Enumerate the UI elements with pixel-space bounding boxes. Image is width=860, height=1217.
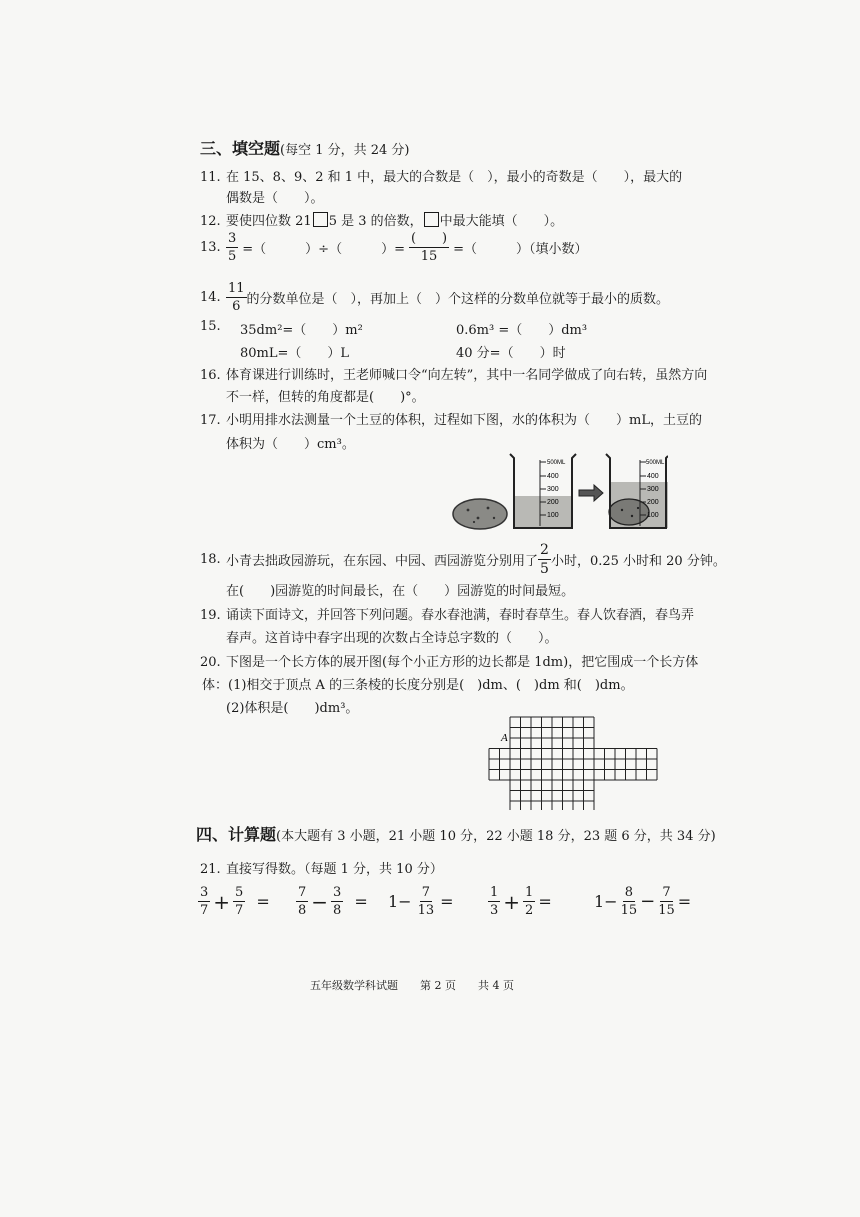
fraction-over-15: $\frac{( )}{15}$ xyxy=(410,231,448,264)
arrow-icon xyxy=(579,485,603,501)
section-3-title xyxy=(200,136,410,159)
question-number: 11. xyxy=(200,170,221,185)
calc-expression-3: 1− $\frac{7}{13}$ = xyxy=(388,885,454,918)
question-text: 小时，0.25 小时和 20 分钟。 xyxy=(550,554,726,569)
question-15-number: 15. xyxy=(200,319,221,334)
blank-box xyxy=(313,212,328,227)
question-text: 要使四位数 21 xyxy=(226,214,312,229)
question-12 xyxy=(200,210,563,229)
question-18 xyxy=(200,543,726,576)
beaker-water-only xyxy=(510,454,576,528)
question-number: 16. xyxy=(200,368,221,383)
question-number: 12. xyxy=(200,214,221,229)
section-4-note: (本大题有 3 小题，21 小题 10 分，22 小题 18 分，23 题 6 分，共 34 分) xyxy=(276,829,716,844)
question-text: 5 是 3 的倍数， xyxy=(328,214,423,229)
question-17-line2: 体积为（ ）cm³。 xyxy=(226,437,355,452)
question-20 xyxy=(200,651,698,670)
question-20-line3: (2)体积是( )dm³。 xyxy=(226,701,359,716)
question-text: 直接写得数。（每题 1 分，共 10 分） xyxy=(226,862,443,877)
calc-expression-5: 1− $\frac{8}{15}$ − $\frac{7}{15}$ = xyxy=(594,885,692,918)
conversion-c: 80mL=（ ）L xyxy=(240,346,350,361)
question-text: =（ ）÷（ ）= xyxy=(242,242,405,257)
beaker-with-potato xyxy=(606,454,668,528)
beaker-label-top: 500ML xyxy=(547,460,566,466)
question-number: 18. xyxy=(200,552,221,567)
question-19 xyxy=(200,604,694,623)
submerged-potato xyxy=(609,499,649,525)
cuboid-net-figure xyxy=(484,714,662,810)
beaker-tick-200: 200 xyxy=(547,499,559,506)
blank-box xyxy=(424,212,439,227)
question-text: 的分数单位是（ ），再加上（ ）个这样的分数单位就等于最小的质数。 xyxy=(246,292,670,307)
section-3-heading: 三、填空题 xyxy=(200,139,281,158)
question-number: 19. xyxy=(200,608,221,623)
question-text: 在 15、8、9、2 和 1 中，最大的合数是（ ），最小的奇数是（ ），最大的 xyxy=(226,170,683,185)
question-number: 20. xyxy=(200,655,221,670)
question-text: 小明用排水法测量一个土豆的体积，过程如下图，水的体积为（ ）mL，土豆的 xyxy=(226,413,702,428)
question-11 xyxy=(200,166,682,185)
question-21 xyxy=(200,858,443,877)
beaker-tick-100: 100 xyxy=(547,512,559,519)
question-number: 17. xyxy=(200,413,221,428)
section-4-title xyxy=(196,822,716,845)
calc-expression-1: $\frac{3}{7}$ + $\frac{5}{7}$ = xyxy=(200,885,270,918)
potato-illustration xyxy=(453,499,507,529)
question-text: =（ ）（填小数） xyxy=(453,242,588,257)
beaker-tick-100: 100 xyxy=(647,512,659,519)
page-footer: 五年级数学科试题 第 2 页 共 4 页 xyxy=(310,979,514,992)
conversion-d: 40 分=（ ）时 xyxy=(456,346,566,361)
question-16-line2: 不一样，但转的角度都是( )°。 xyxy=(226,390,425,405)
question-18-line2: 在( )园游览的时间最长，在（ ）园游览的时间最短。 xyxy=(226,584,575,599)
calc-expression-2: $\frac{7}{8}$ − $\frac{3}{8}$ = xyxy=(298,885,368,918)
vertex-a-label: A xyxy=(501,732,508,744)
question-text: 体育课进行训练时，王老师喊口令“向左转”，其中一名同学做成了向右转，虽然方向 xyxy=(226,368,708,383)
question-16 xyxy=(200,364,707,383)
question-14 xyxy=(200,282,669,313)
question-number: 21. xyxy=(200,862,221,877)
beaker-tick-200: 200 xyxy=(647,499,659,506)
beaker-tick-400: 400 xyxy=(547,473,559,480)
question-text: 小青去拙政园游玩，在东园、中园、西园游览分别用了 xyxy=(226,554,539,569)
fraction-two-fifths: $\frac{2}{5}$ xyxy=(540,542,549,577)
question-number: 14. xyxy=(200,290,221,305)
question-number: 13. xyxy=(200,240,221,255)
fraction-three-fifths: $\frac{3}{5}$ xyxy=(228,231,237,264)
beaker-tick-300: 300 xyxy=(547,486,559,493)
beaker-label-top: 500ML xyxy=(646,460,665,466)
section-3-note: (每空 1 分，共 24 分) xyxy=(280,143,410,158)
question-17 xyxy=(200,409,702,428)
conversion-a: 35dm²=（ ）m² xyxy=(240,323,363,338)
question-11-line2: 偶数是（ ）。 xyxy=(226,191,324,206)
displacement-figure xyxy=(448,448,668,534)
calc-expression-4: $\frac{1}{3}$ + $\frac{1}{2}$ = xyxy=(490,885,552,918)
conversion-b: 0.6m³ =（ ）dm³ xyxy=(456,323,588,338)
question-text: 下图是一个长方体的展开图(每个小正方形的边长都是 1dm)，把它围成一个长方体 xyxy=(226,655,699,670)
question-20-line2: 体：(1)相交于顶点 A 的三条棱的长度分别是( )dm、( )dm 和( )dm。 xyxy=(202,678,634,693)
question-text: 中最大能填（ ）。 xyxy=(439,214,564,229)
beaker-tick-300: 300 xyxy=(647,486,659,493)
question-13 xyxy=(200,232,588,263)
section-4-heading: 四、计算题 xyxy=(196,825,277,844)
fraction-eleven-sixths: $\frac{11}{6}$ xyxy=(228,281,245,314)
question-19-line2: 春声。这首诗中春字出现的次数占全诗总字数的（ ）。 xyxy=(226,631,558,646)
beaker-tick-400: 400 xyxy=(647,473,659,480)
question-text: 诵读下面诗文，并回答下列问题。春水春池满，春时春草生。春人饮春酒，春鸟弄 xyxy=(226,608,695,623)
